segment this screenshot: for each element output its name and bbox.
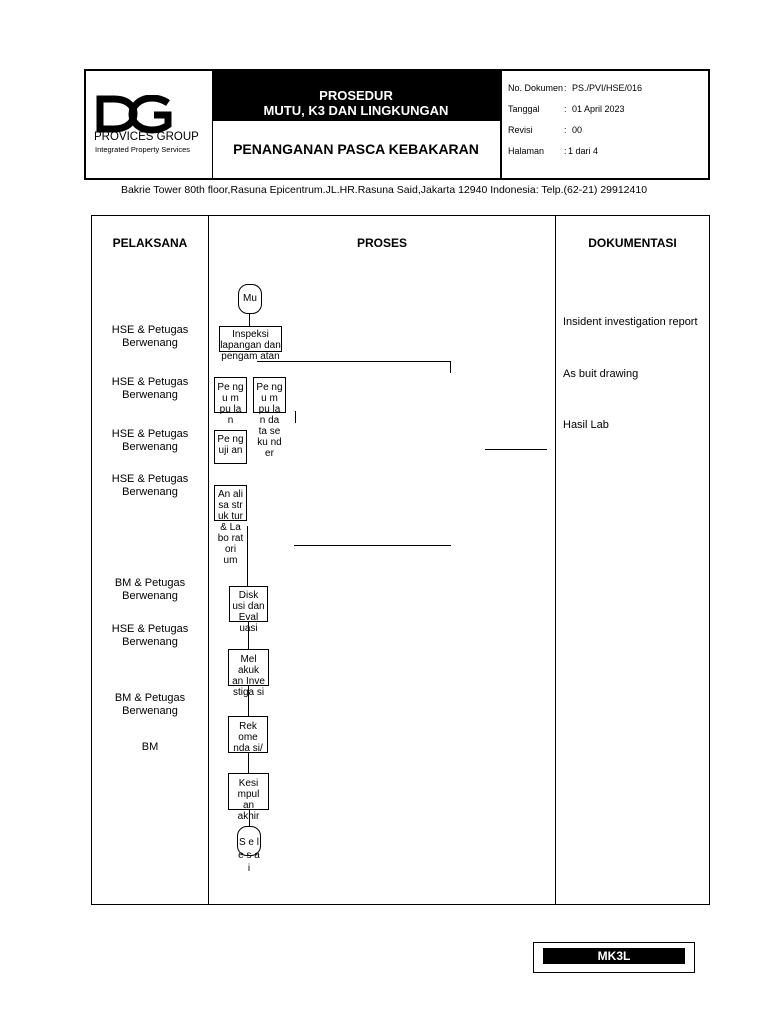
col-header-dokumentasi: DOKUMENTASI bbox=[588, 236, 677, 250]
pelaksana-item: BM & Petugas Berwenang bbox=[114, 692, 186, 717]
flow-diskusi-box: Disk usi dan Eval uasi bbox=[229, 586, 268, 622]
title-line1: PROSEDUR bbox=[319, 88, 393, 103]
meta-value: 1 dari 4 bbox=[568, 146, 599, 156]
company-address: Bakrie Tower 80th floor,Rasuna Epicentrum.JL.HR.Rasuna Said,Jakarta 12940 Indonesia: Telp.(62-21) 29912410 bbox=[120, 184, 648, 196]
logo-cell bbox=[86, 71, 213, 178]
logo-tagline: Integrated Property Services bbox=[95, 145, 191, 154]
meta-value: 01 April 2023 bbox=[572, 104, 625, 114]
meta-label: Halaman bbox=[508, 146, 545, 156]
pelaksana-item: BM & Petugas Berwenang bbox=[114, 577, 186, 602]
pelaksana-item: HSE & Petugas Berwenang bbox=[111, 324, 189, 349]
flow-connector bbox=[248, 753, 249, 773]
pelaksana-item: HSE & Petugas Berwenang bbox=[111, 473, 189, 498]
procedure-table bbox=[91, 215, 710, 905]
title-banner bbox=[212, 71, 500, 121]
col-header-proses: PROSES bbox=[356, 236, 407, 250]
flow-inspeksi-box: Inspeksi lapangan dan pengam atan bbox=[219, 326, 282, 352]
meta-label: No. Dokumen bbox=[508, 83, 564, 93]
document-subtitle: PENANGANAN PASCA KEBAKARAN bbox=[233, 141, 479, 157]
meta-label: Tanggal bbox=[508, 104, 540, 114]
flow-investigasi-box: Mel akuk an Inve stiga si bbox=[228, 649, 269, 686]
flow-connector bbox=[450, 361, 451, 373]
meta-label: Revisi bbox=[508, 125, 533, 135]
col-header-pelaksana: PELAKSANA bbox=[112, 236, 188, 250]
flow-pengumpulan-box: Pe ng u m pu la n bbox=[214, 377, 247, 413]
pelaksana-item: HSE & Petugas Berwenang bbox=[111, 428, 189, 453]
footer-label: MK3L bbox=[543, 948, 685, 964]
meta-value: PS./PVI/HSE/016 bbox=[572, 83, 643, 93]
pelaksana-item: HSE & Petugas Berwenang bbox=[111, 623, 189, 648]
flow-connector bbox=[485, 449, 547, 450]
title-line2: MUTU, K3 DAN LINGKUNGAN bbox=[263, 103, 449, 118]
meta-value: 00 bbox=[572, 125, 583, 135]
pelaksana-item: BM bbox=[141, 741, 159, 753]
meta-sep: : bbox=[564, 125, 567, 135]
logo-brand: PROVICES GROUP bbox=[94, 131, 199, 143]
flow-kesimpulan-box: Kesi mpul an akhir bbox=[228, 773, 269, 810]
dokumentasi-item: As buit drawing bbox=[563, 368, 639, 380]
flow-analisa-box: An ali sa str uk tur & La bo rat ori um bbox=[214, 485, 247, 521]
document-header bbox=[84, 69, 710, 180]
flow-connector bbox=[295, 411, 296, 423]
flow-end: S e l e s a i bbox=[237, 826, 261, 856]
meta-cell bbox=[502, 71, 708, 178]
flow-connector bbox=[257, 361, 451, 362]
column-divider bbox=[208, 216, 209, 904]
flow-start: Mu bbox=[238, 284, 262, 314]
flow-pengumpulan-data-box: Pe ng u m pu la n da ta se ku nd er bbox=[253, 377, 286, 413]
meta-sep: : bbox=[564, 146, 567, 156]
flow-connector bbox=[294, 545, 451, 546]
flow-rekomendasi-box: Rek ome nda si/ bbox=[228, 716, 268, 753]
meta-sep: : bbox=[564, 83, 567, 93]
column-divider bbox=[555, 216, 556, 904]
flow-pengujian-box: Pe ng uji an bbox=[214, 430, 247, 464]
footer-box bbox=[533, 942, 695, 973]
dokumentasi-item: Insident investigation report bbox=[563, 316, 698, 328]
dokumentasi-item: Hasil Lab bbox=[563, 419, 609, 431]
title-cell bbox=[212, 71, 502, 178]
pelaksana-item: HSE & Petugas Berwenang bbox=[111, 376, 189, 401]
meta-sep: : bbox=[564, 104, 567, 114]
flow-connector bbox=[247, 526, 248, 586]
